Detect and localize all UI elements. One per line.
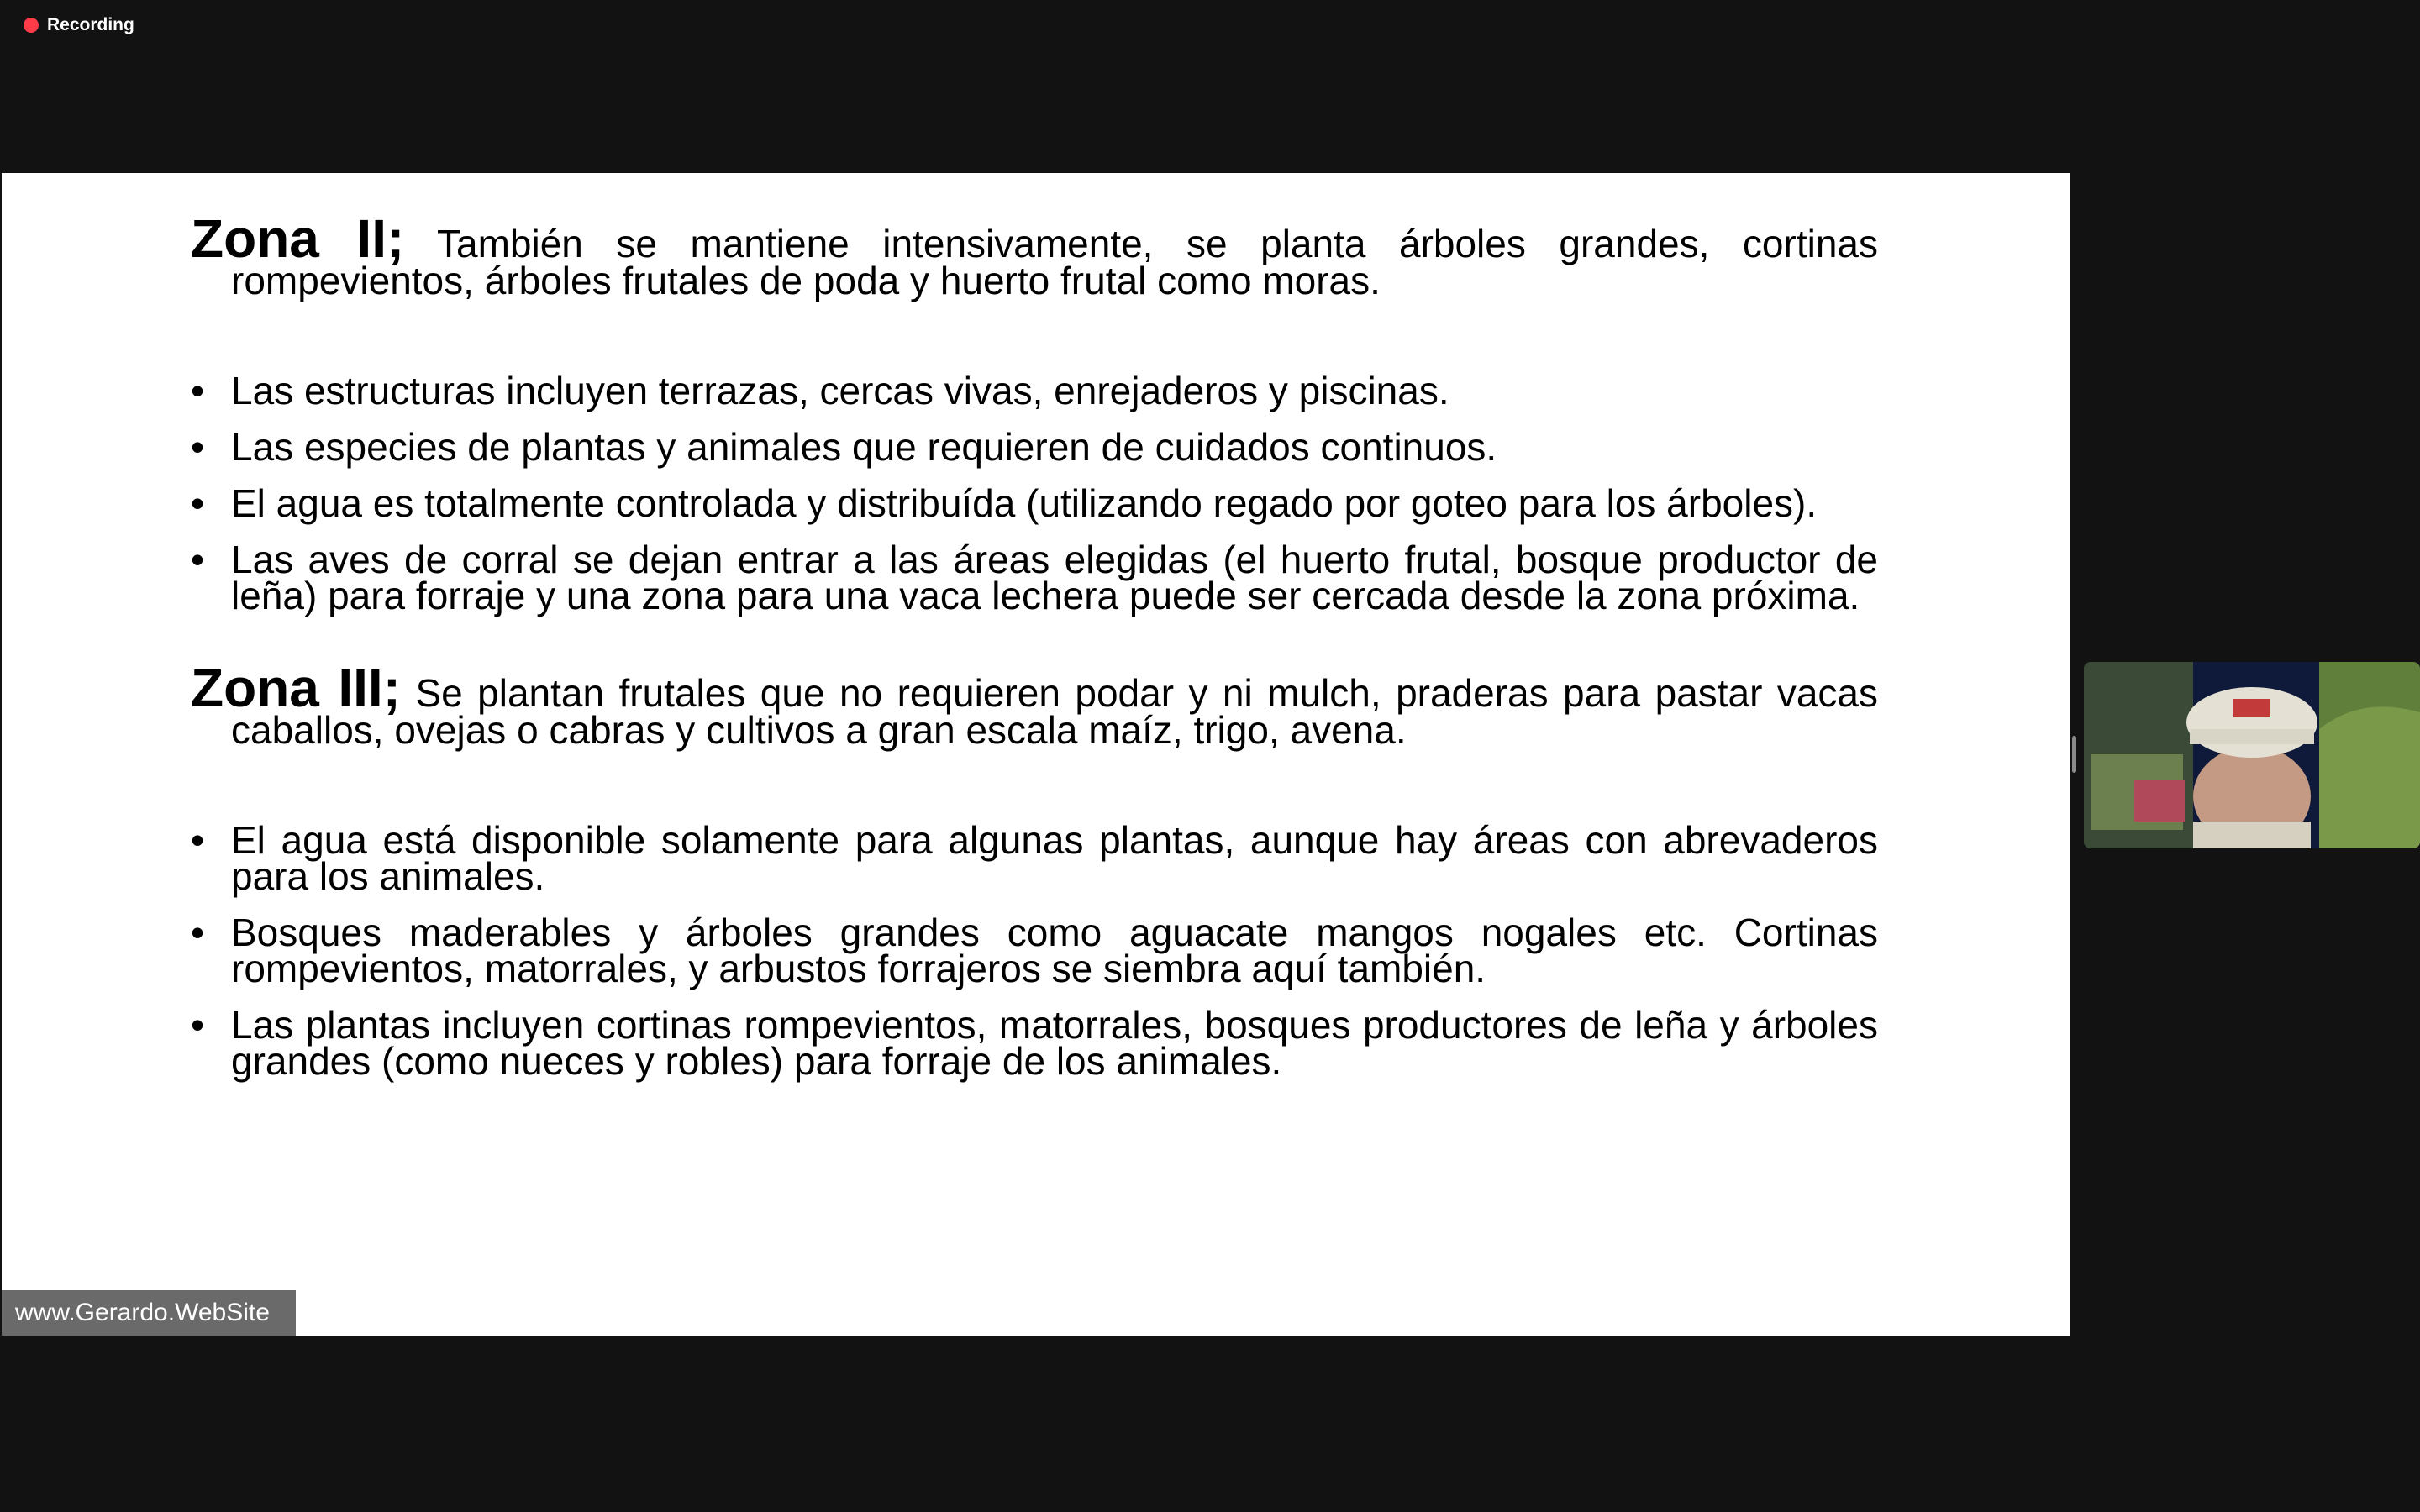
panel-resize-handle[interactable]: [2072, 736, 2076, 773]
zone-2-paragraph: [191, 208, 1878, 302]
slide-content: [191, 208, 1879, 1100]
zone-3-text: Se plantan frutales que no requieren podar y ni mulch, praderas para pastar vacas caballos, ovejas o cabras y cultivos a gran escala maíz, trigo, avena.: [231, 671, 1879, 752]
participant-video[interactable]: [2084, 662, 2420, 848]
zone-3-title: Zona III;: [191, 658, 401, 718]
zone-3-paragraph: [191, 658, 1879, 752]
zone-3-bullet-list: [191, 818, 1878, 1083]
shared-slide: [2, 173, 2070, 1336]
recording-dot-icon: [24, 18, 39, 33]
list-item: • Las plantas incluyen cortinas rompevientos, matorrales, bosques productores de leña y árboles grandes (como nueces y robles) para forraje de los animales.: [191, 1007, 1878, 1079]
participant-video-frame: [2084, 662, 2420, 848]
list-item: • Bosques maderables y árboles grandes como aguacate mangos nogales etc. Cortinas rompevientos, matorrales, y arbustos forrajeros se siembra aquí también.: [191, 915, 1878, 987]
recording-indicator: [24, 15, 134, 35]
list-item: • Las estructuras incluyen terrazas, cercas vivas, enrejaderos y piscinas.: [191, 373, 1878, 409]
list-item: • El agua es totalmente controlada y distribuída (utilizando regado por goteo para los árboles).: [191, 486, 1878, 522]
list-item: • Las especies de plantas y animales que requieren de cuidados continuos.: [191, 429, 1878, 465]
zone-2-title: Zona II;: [191, 208, 405, 269]
recording-label: Recording: [47, 15, 134, 34]
list-item: • El agua está disponible solamente para algunas plantas, aunque hay áreas con abrevaderos para los animales.: [191, 822, 1878, 895]
zone-2-text: También se mantiene intensivamente, se planta árboles grandes, cortinas rompevientos, árboles frutales de poda y huerto frutal como moras.: [231, 222, 1878, 302]
list-item: • Las aves de corral se dejan entrar a las áreas elegidas (el huerto frutal, bosque productor de leña) para forraje y una zona para una vaca lechera puede ser cercada desde la zona próxima.: [191, 542, 1878, 614]
website-label: www.Gerardo.WebSite: [2, 1290, 296, 1336]
zone-2-bullet-list: [191, 369, 1878, 617]
